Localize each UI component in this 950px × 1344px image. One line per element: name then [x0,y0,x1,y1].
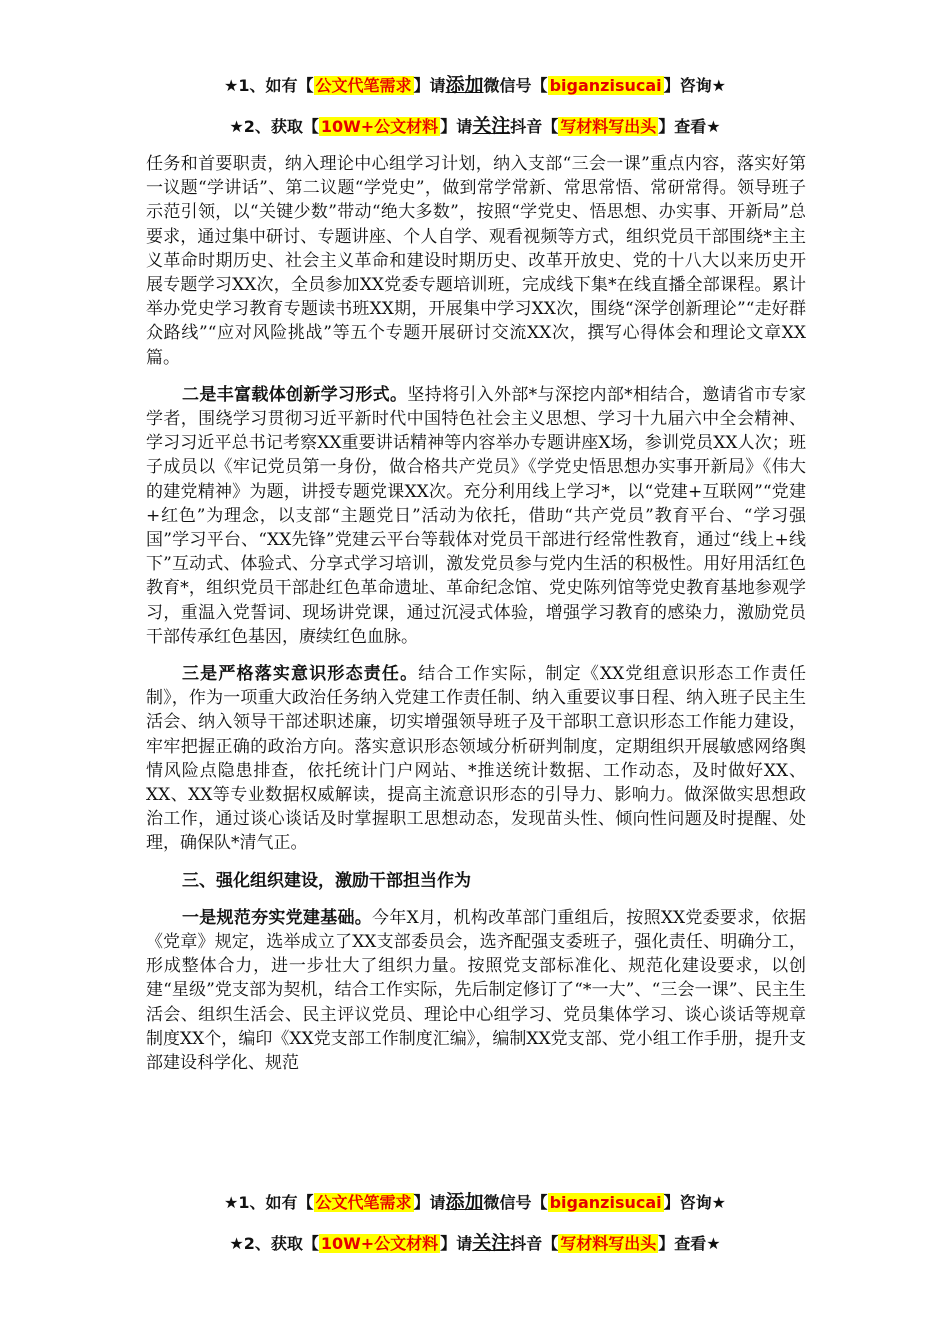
star-icon: ★ [706,117,721,136]
highlight-text: 公文代笔需求 [315,1193,412,1212]
highlight-text: 10W+公文材料 [320,1234,439,1253]
underlined-text: 添加 [445,74,484,96]
banner-text: 2、获取【 [243,117,319,136]
paragraph-text: 今年X月，机构改革部门重组后，按照XX党委要求，依据《党章》规定，选举成立了XX支部委员会，选齐配强支委班子，强化责任、明确分工，形成整体合力，进一步壮大了组织力量。按照党支部标准化、规范化建设要求，以创建“星级”党支部为契机，结合工作实际，先后制定修订了“*一大”、“三会一课”、民主生活会、组织生活会、民主评议党员、理论中心组学习、党员集体学习、谈心谈话等规章制度XX个，编印《XX党支部工作制度汇编》，编制XX党支部、党小组工作手册，提升支部建设科学化、规范 [146,907,806,1073]
banner-text: 1、如有【 [238,1193,314,1212]
banner-text: 微信号【 [483,1193,548,1212]
paragraph-4 [146,906,806,1075]
wechat-id-highlight: biganzisucai [549,76,662,95]
banner-text: 微信号【 [483,76,548,95]
douyin-id-highlight: 写材料写出头 [560,117,657,136]
promo-banner-line-2-bottom [0,1228,950,1255]
paragraph-1: 任务和首要职责，纳入理论中心组学习计划，纳入支部“三会一课”重点内容，落实好第一议题“学讲话”、第二议题“学党史”，做到常学常新、常思常悟、常研常得。领导班子示范引领，以“关键少数”带动“绝大多数”，按照“学党史、悟思想、办实事、开新局”总要求，通过集中研讨、专题讲座、个人自学、观看视频等方式，组织党员干部围绕*主主义革命时期历史、社会主义革命和建设时期历史、改革开放史、党的十八大以来历史开展专题学习XX次，全员参加XX党委专题培训班，完成线下集*在线直播全部课程。累计举办党史学习教育专题读书班XX期，开展集中学习XX次，围绕“深学创新理论”“走好群众路线”“应对风险挑战”等五个专题开展研讨交流XX次，撰写心得体会和理论文章XX篇。 [146,154,806,368]
banner-text: 】查看 [658,1234,707,1253]
promo-banner-line-1 [0,70,950,97]
star-icon: ★ [711,1193,726,1212]
star-icon: ★ [706,1234,721,1253]
paragraph-text: 坚持将引入外部*与深挖内部*相结合，邀请省市专家学者，围绕学习贯彻习近平新时代中国特色社会主义思想、学习十九届六中全会精神、学习习近平总书记考察XX重要讲话精神等内容举办专题讲座X场，参训党员XX人次；班子成员以《牢记党员第一身份，做合格共产党员》《学党史悟思想办实事开新局》《伟大的建党精神》为题，讲授专题党课XX次。充分利用线上学习*，以“党建+互联网”“党建+红色”为理念，以支部“主题党日”活动为依托，借助“共产党员”教育平台、“学习强国”学习平台、“XX先锋”党建云平台等载体对党员干部进行经常性教育，通过“线上+线下”互动式、体验式、分享式学习培训，激发党员参与党内生活的积极性。用好用活红色教育*，组织党员干部赴红色革命遗址、革命纪念馆、党史陈列馆等党史教育基地参观学习，重温入党誓词、现场讲党课，通过沉浸式体验，增强学习教育的感染力，激励党员干部传承红色基因，赓续红色血脉。 [146,384,807,647]
underlined-text: 关注 [472,115,511,137]
star-icon: ★ [229,1234,244,1253]
promo-banner-line-1-bottom [0,1187,950,1214]
paragraph-text: 结合工作实际，制定《XX党组意识形态工作责任制》，作为一项重大政治任务纳入党建工作责任制、纳入重要议事日程、纳入班子民主生活会、纳入领导干部述职述廉，切实增强领导班子及干部职工意识形态工作能力建设，牢牢把握正确的政治方向。落实意识形态领域分析研判制度，定期组织开展敏感网络舆情风险点隐患排查，依托统计门户网站、*推送统计数据、工作动态，及时做好XX、XX、XX等专业数据权威解读，提高主流意识形态的引导力、影响力。做深做实思想政治工作，通过谈心谈话及时掌握职工思想动态，发现苗头性、倾向性问题及时提醒、处理，确保队*清气正。 [146,664,806,854]
banner-text: 】请 [440,1234,473,1253]
document-body [146,152,806,1088]
star-icon: ★ [224,1193,239,1212]
highlight-text: 公文代笔需求 [315,76,412,95]
banner-text: 】请 [440,117,473,136]
star-icon: ★ [711,76,726,95]
banner-text: 】请 [413,1193,446,1212]
banner-text: 抖音【 [510,117,559,136]
paragraph-lead: 一是规范夯实党建基础。 [182,907,373,928]
wechat-id-highlight: biganzisucai [549,1193,662,1212]
star-icon: ★ [229,117,244,136]
douyin-id-highlight: 写材料写出头 [560,1234,657,1253]
star-icon: ★ [224,76,239,95]
banner-text: 】查看 [658,117,707,136]
highlight-text: 10W+公文材料 [320,117,439,136]
banner-text: 】请 [413,76,446,95]
banner-text: 1、如有【 [238,76,314,95]
banner-text: 】咨询 [663,1193,712,1212]
underlined-text: 添加 [445,1191,484,1213]
underlined-text: 关注 [472,1232,511,1254]
paragraph-2 [146,383,806,649]
banner-text: 2、获取【 [243,1234,319,1253]
promo-banner-line-2 [0,111,950,138]
paragraph-3 [146,662,806,856]
section-heading: 三、强化组织建设，激励干部担当作为 [182,870,471,891]
paragraph-lead: 三是严格落实意识形态责任。 [182,664,419,685]
banner-text: 抖音【 [510,1234,559,1253]
banner-text: 】咨询 [663,76,712,95]
paragraph-lead: 二是丰富载体创新学习形式。 [182,384,408,405]
